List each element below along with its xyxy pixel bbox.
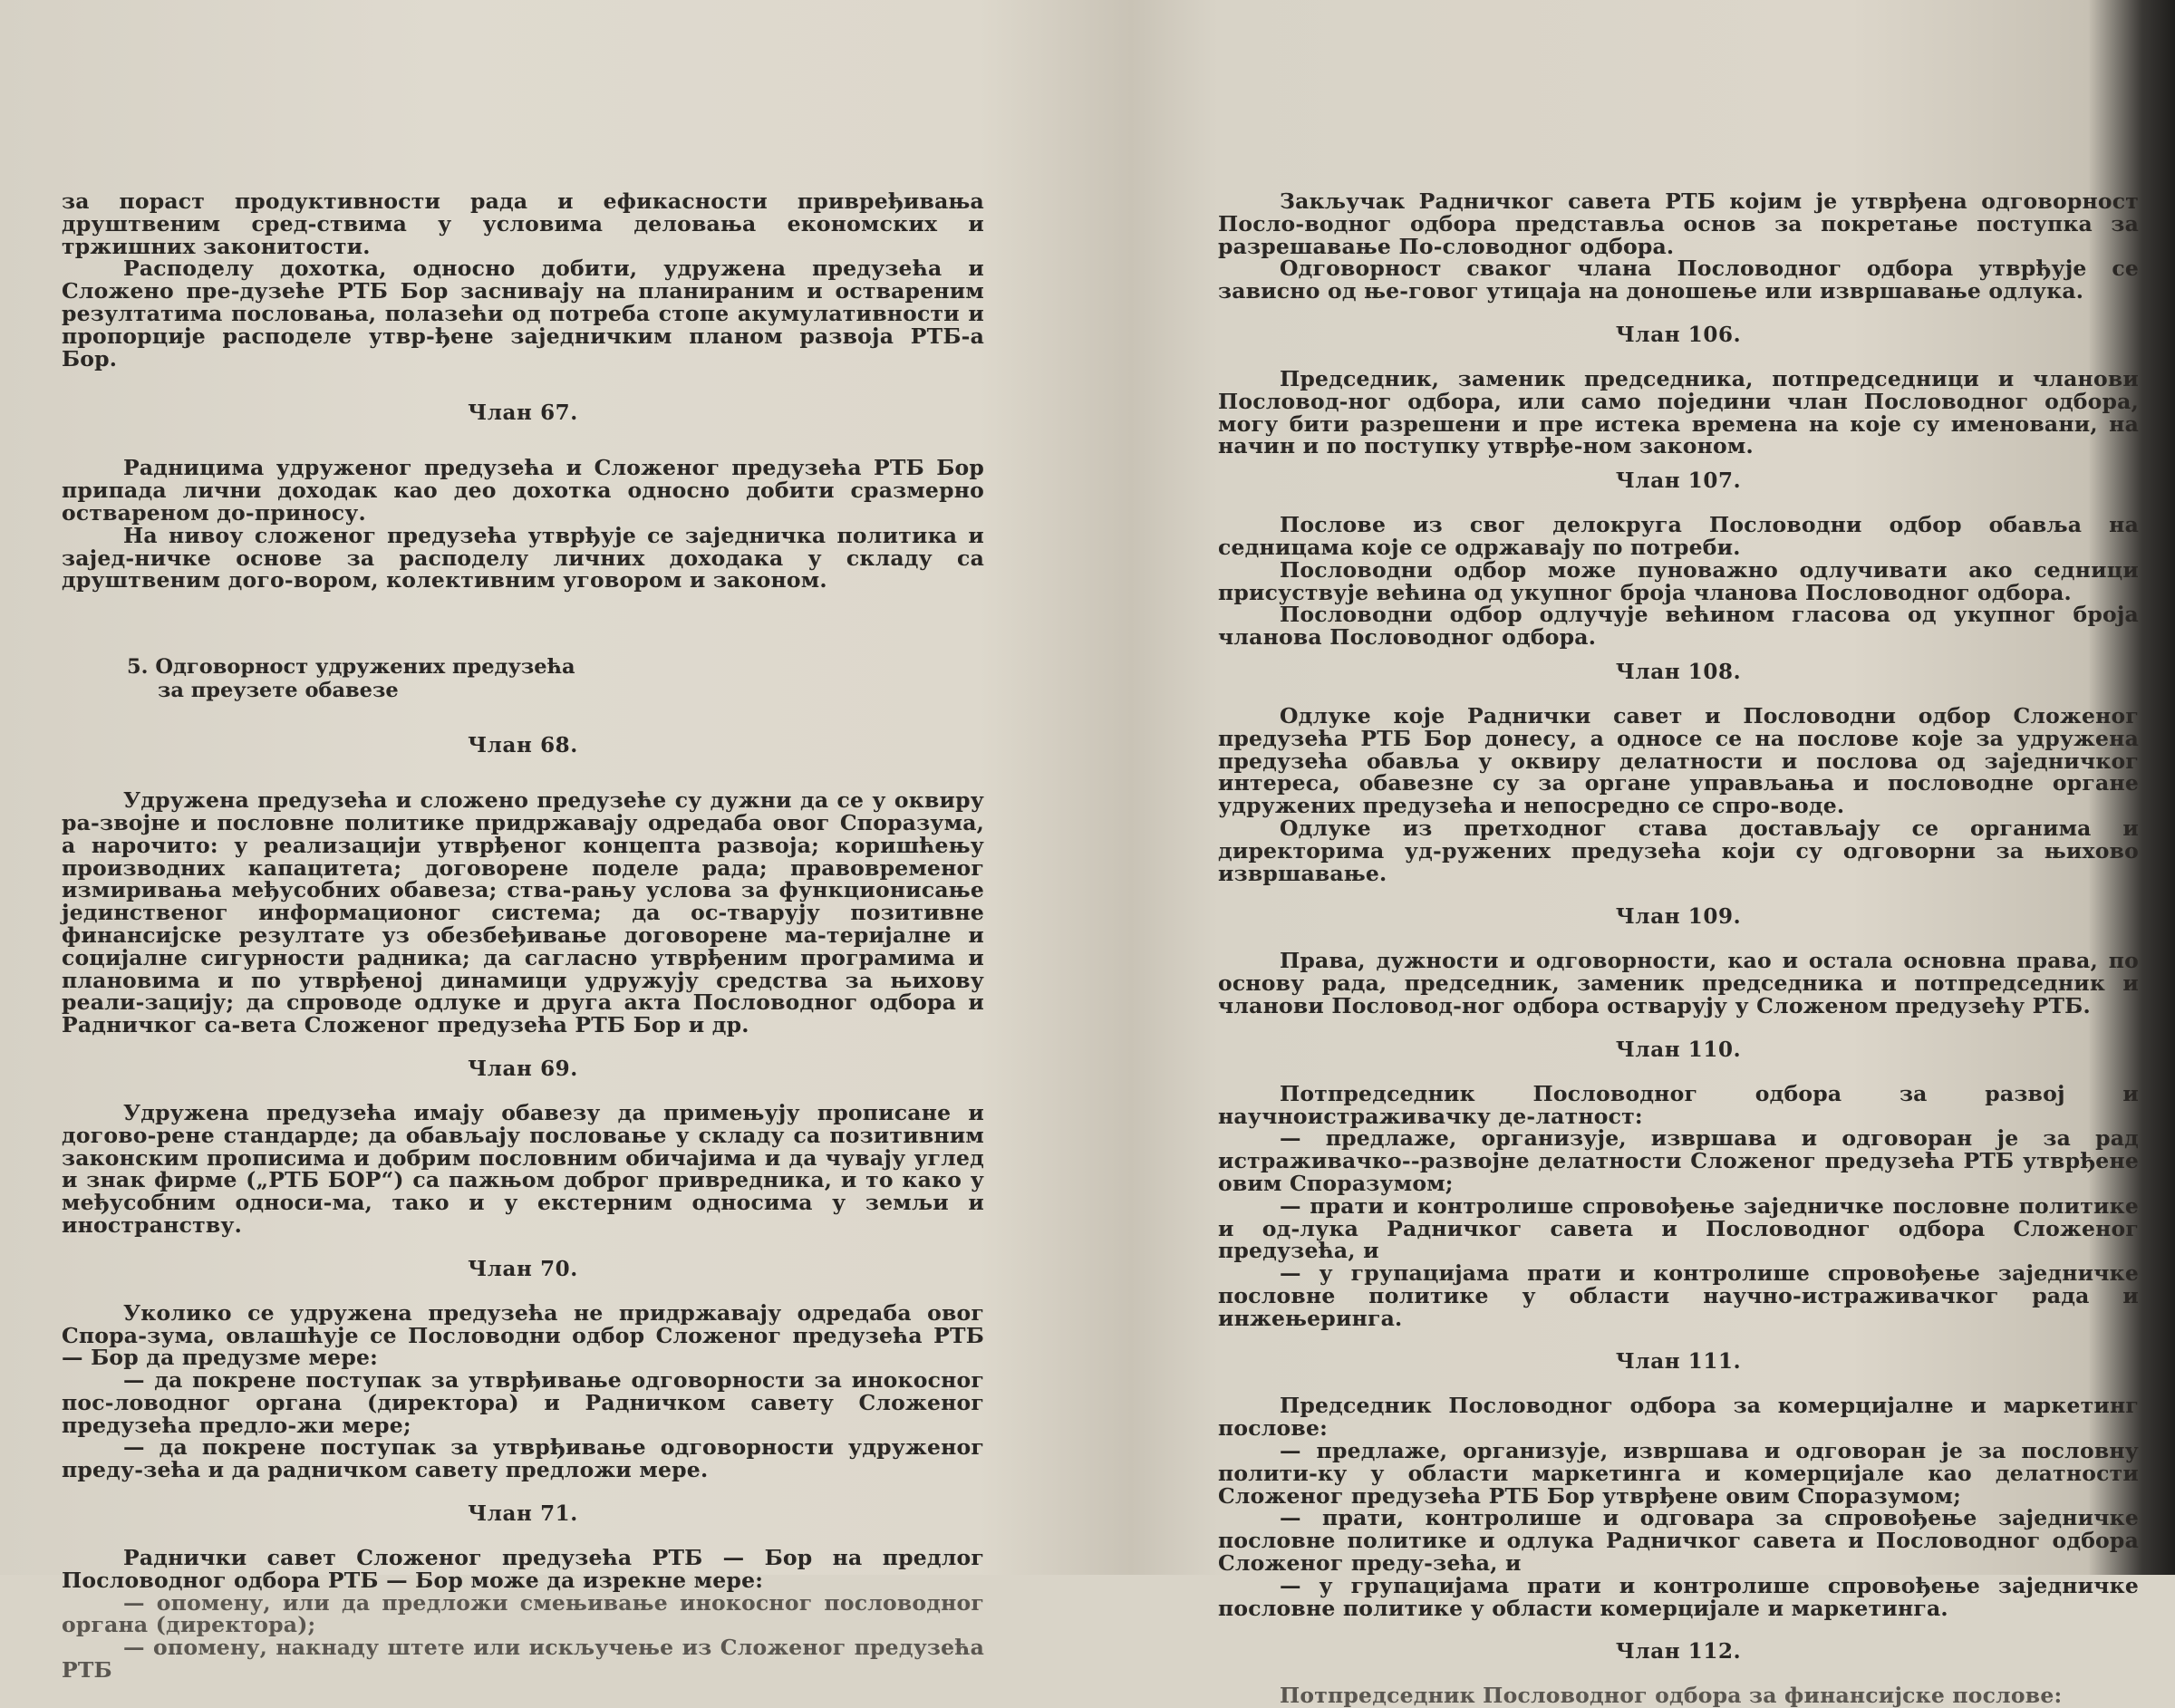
right-page — [1218, 190, 2139, 1707]
paragraph: Одлуке које Раднички савет и Пословодни одбор Сложеног предузећа РТБ Бор донесу, а односе се на послове које за удружена предузећа обавља у оквиру делатности и послова од заједничког интереса, обавезне су за органе управљања и пословодне органе удружених предузећа и непосредно се спро-воде. — [1218, 702, 2139, 819]
paragraph: Потпредседник Пословодног одбора за финансијске послове: — [1280, 1683, 2063, 1708]
paragraph: Права, дужности и одговорности, као и остала основна права, по основу рада, председник, заменик председника и потпредседник и чланови Пословод-ног одбора остварују у Сложеном предузећу РТБ. — [1218, 948, 2139, 1018]
paragraph: — у групацијама прати и контролише спровођење заједничке пословне политике у области научно-истраживачког рада и инжењеринга. — [1218, 1260, 2139, 1331]
article-heading-111: Члан 111. — [1615, 1349, 1742, 1375]
paragraph: Одлуке из претходног става достављају се органима и директорима уд-ружених предузећа који су одговорни за њихово извршавање. — [1218, 815, 2139, 886]
article-heading-70: Члан 70. — [468, 1256, 578, 1281]
paragraph: Пословодни одбор може пуноважно одлучивати ако седници присуствује већина од укупног броја чланова Пословодног одбора. — [1218, 556, 2139, 605]
section-title — [62, 655, 984, 702]
paragraph: — у групацијама прати и контролише спровођење заједничке пословне политике у области комерцијале и маркетинга. — [1218, 1572, 2139, 1621]
article-heading-68: Члан 68. — [468, 733, 578, 758]
article-heading-107: Члан 107. — [1615, 468, 1742, 494]
paragraph: — опомену, или да предложи смењивање инокосног пословодног органа (директора); — [62, 1589, 984, 1638]
paragraph: Послове из свог делокруга Пословодни одбор обавља на седницама које се одржавају по потреби. — [1218, 512, 2139, 560]
paragraph: Удружена предузећа имају обавезу да примењују прописане и догово-рене стандарде; да обављају пословање у складу са позитивним законским прописима и добрим пословним обичајима и да чувају углед и знак фирме („РТБ БОР“) са пажњом доброг привредника, и то како у међусобним односи-ма, тако и у екстерним односима у земљи и иностранству. — [62, 1099, 984, 1238]
paragraph: — прати, контролише и одговара за спровођење заједничке пословне политике и одлука Радничког савета и Пословодног одбора Сложеног преду-зећа, и — [1218, 1505, 2139, 1577]
paragraph: Расподелу дохотка, односно добити, удружена предузећа и Сложено пре-дузеће РТБ Бор заснивају на планираним и оствареним резултатима пословања, полазећи од потреба стопе акумулативности и пропорције расподеле утвр-ђене заједничким планом развоја РТБ-а Бор. — [62, 256, 984, 372]
paragraph: На нивоу сложеног предузећа утврђује се заједничка политика и зајед-ничке основе за расподелу личних доходака у складу са друштвеним дого-вором, колективним уговором и законом. — [62, 522, 984, 593]
section-title-line-1: 5. Одговорност удружених предузећа — [127, 655, 575, 680]
article-heading-71: Члан 71. — [468, 1501, 578, 1527]
paragraph: за пораст продуктивности рада и ефикасности привређивања друштвеним сред-ствима у условима деловања економских и тржишних законитости. — [62, 188, 984, 259]
paragraph: Председник, заменик председника, потпредседници и чланови Пословод-ног одбора, или само поједини члан Пословодног одбора, могу бити разрешени и пре истека времена на које су именовани, на начин и по поступку утврђе-ном законом. — [1218, 365, 2139, 459]
paragraph: Уколико се удружена предузећа не придржавају одредаба овог Спора-зума, овлашћује се Пословодни одбор Сложеног предузећа РТБ — Бор да предузме мере: — [62, 1299, 984, 1371]
paragraph: Председник Пословодног одбора за комерцијалне и маркетинг послове: — [1218, 1393, 2139, 1442]
article-heading-109: Члан 109. — [1615, 904, 1742, 930]
paragraph: — да покрене поступак за утврђивање одговорности за инокосног пос-ловодног органа (директора) и Радничком савету Сложеног предузећа предло-жи мере; — [62, 1367, 984, 1438]
paragraph: Закључак Радничког савета РТБ којим је утврђена одговорност Посло-водног одбора представља основ за покретање поступка за разрешавање По-словодног одбора. — [1218, 188, 2139, 259]
paragraph: Потпредседник Пословодног одбора за развој и научноистраживачку де-латност: — [1218, 1080, 2139, 1129]
article-heading-67: Члан 67. — [468, 400, 578, 426]
article-heading-106: Члан 106. — [1615, 322, 1742, 347]
article-heading-112: Члан 112. — [1615, 1639, 1742, 1665]
paragraph: — да покрене поступак за утврђивање одговорности удруженог преду-зећа и да радничком савету предложи мере. — [62, 1434, 984, 1483]
paragraph: Раднички савет Сложеног предузећа РТБ — Бор на предлог Пословодног одбора РТБ — Бор може да изрекне мере: — [62, 1545, 984, 1593]
article-heading-108: Члан 108. — [1615, 659, 1742, 684]
left-page — [62, 190, 984, 1682]
article-heading-69: Члан 69. — [468, 1056, 578, 1081]
paragraph: Одговорност сваког члана Пословодног одбора утврђује се зависно од ње-говог утицаја на доношење или извршавање одлука. — [1218, 256, 2139, 304]
section-title-line-2: за преузете обавезе — [158, 679, 399, 703]
paragraph: Удружена предузећа и сложено предузеће су дужни да се у оквиру ра-звојне и пословне политике придржавају одредаба овог Споразума, а нарочито: у реализацији утврђеног концепта развоја; коришћењу производних капацитета; договорене поделе рада; правовременог измиривања међусобних обавеза; ства-рању услова за функционисање јединственог информационог система; да ос-тварују позитивне финансијске резултате уз обезбеђивање договорене ма-теријалне и социјалне сигурности радника; да сагласно утврђеним програмима и плановима и по утврђеној динамици удружују средства за њихову реали-зацију; да спроводе одлуке и друга акта Пословодног одбора и Радничког са-вета Сложеног предузећа РТБ Бор и др. — [62, 787, 984, 1038]
paragraph: — предлаже, организује, извршава и одговоран је за пословну полити-ку у области маркетинга и комерцијале као делатности Сложеног предузећа РТБ Бор утврђене овим Споразумом; — [1218, 1438, 2139, 1509]
article-heading-110: Члан 110. — [1615, 1037, 1742, 1062]
paragraph: — прати и контролише спровођење заједничке пословне политике и од-лука Радничког савета и Пословодног одбора Сложеног предузећа, и — [1218, 1192, 2139, 1264]
paragraph: Пословодни одбор одлучује већином гласова од укупног броја чланова Пословодног одбора. — [1218, 602, 2139, 651]
paragraph: — опомену, накнаду штете или искључење из Сложеног предузећа РТБ — [62, 1635, 984, 1684]
paragraph: — предлаже, организује, извршава и одговоран је за рад истраживачко--развојне делатности Сложеног предузећа РТБ утврђене овим Споразумом; — [1218, 1125, 2139, 1196]
paragraph: Радницима удруженог предузећа и Сложеног предузећа РТБ Бор припада лични доходак као део дохотка односно добити сразмерно оствареном до-приносу. — [62, 455, 984, 526]
